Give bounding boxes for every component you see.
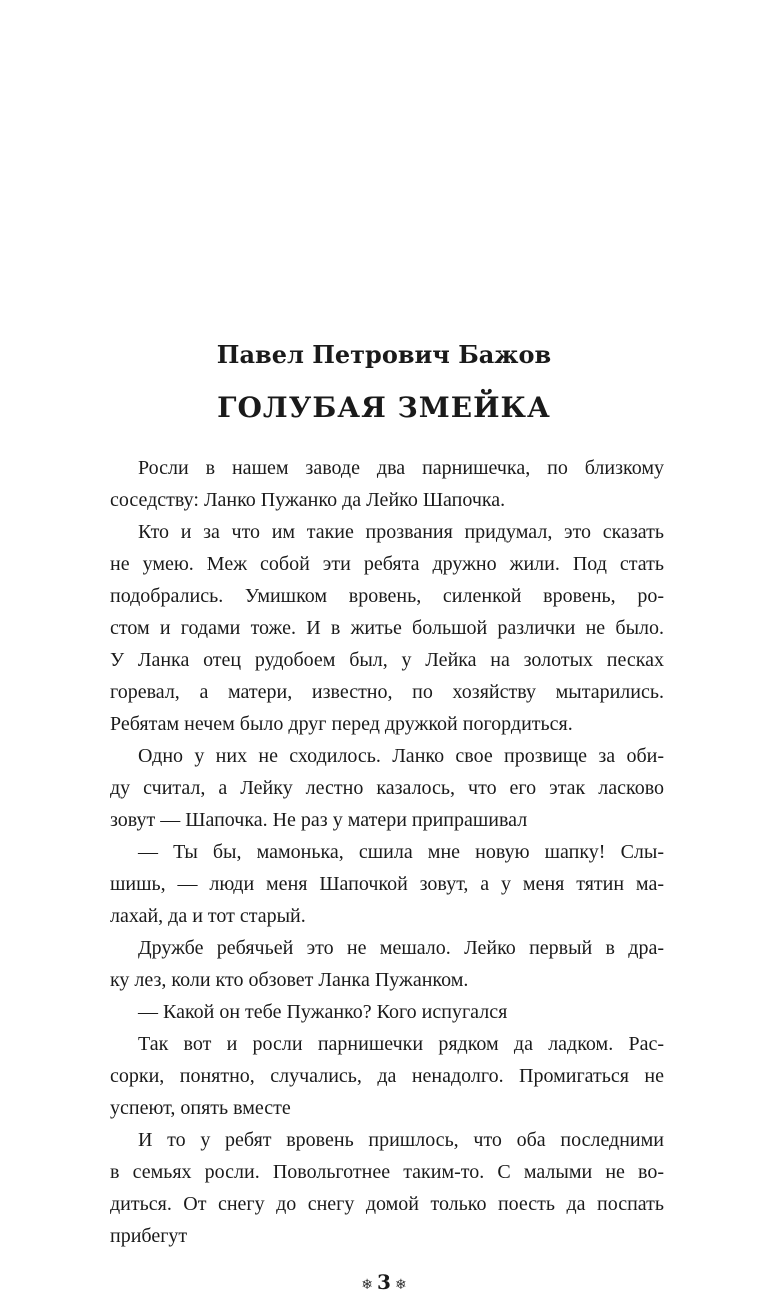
- text-line: Ребятам нечем было друг перед дружкой погордиться.: [110, 713, 573, 735]
- text-line: Одно у них не сходилось. Ланко свое прозвище за оби-: [138, 745, 664, 767]
- text-line: прибегут: [110, 1225, 188, 1247]
- paragraph: [110, 836, 664, 932]
- text-line: — Какой он тебе Пужанко? Кого испугался: [138, 1001, 508, 1023]
- text-line: ду считал, а Лейку лестно казалось, что его этак ласково: [110, 777, 664, 799]
- paragraph: [110, 516, 664, 740]
- text-line: шишь, — люди меня Шапочкой зовут, а у меня тятин ма-: [110, 873, 664, 895]
- paragraph: [110, 932, 664, 996]
- paragraph: [110, 740, 664, 836]
- story-title: ГОЛУБАЯ ЗМЕЙКА: [217, 391, 551, 424]
- text-line: Дружбе ребячьей это не мешало. Лейко первый в дра-: [138, 937, 664, 959]
- text-line: Кто и за что им такие прозвания придумал, это сказать: [138, 521, 664, 543]
- author-name: Павел Петрович Бажов: [216, 340, 552, 369]
- text-line: горевал, а матери, известно, по хозяйству мытарились.: [110, 681, 664, 703]
- text-line: подобрались. Умишком вровень, силенкой вровень, ро-: [110, 585, 664, 607]
- paragraph: [110, 996, 664, 1028]
- page-footer: [0, 1268, 768, 1299]
- text-line: диться. От снегу до снегу домой только поесть да поспать: [110, 1193, 664, 1215]
- snowflake-ornament-icon: ❄: [361, 1277, 374, 1293]
- text-line: Так вот и росли парнишечки рядком да ладком. Рас-: [138, 1033, 664, 1055]
- text-line: У Ланка отец рудобоем был, у Лейка на золотых песках: [110, 649, 664, 671]
- text-line: в семьях росли. Повольготнее таким-то. С малыми не во-: [110, 1161, 664, 1183]
- snowflake-ornament-icon: ❄: [394, 1277, 407, 1293]
- text-line: — Ты бы, мамонька, сшила мне новую шапку! Слы-: [138, 841, 664, 863]
- text-line: лахай, да и тот старый.: [110, 905, 306, 927]
- text-line: сорки, понятно, случались, да ненадолго. Промигаться не: [110, 1065, 664, 1087]
- text-line: Росли в нашем заводе два парнишечка, по близкому: [138, 457, 664, 479]
- story-body: [110, 452, 664, 1252]
- paragraph: [110, 1124, 664, 1252]
- text-line: не умею. Меж собой эти ребята дружно жили. Под стать: [110, 553, 664, 575]
- text-line: успеют, опять вместе: [110, 1097, 291, 1119]
- paragraph: [110, 452, 664, 516]
- page-number: 3: [377, 1270, 391, 1294]
- paragraph: [110, 1028, 664, 1124]
- text-line: зовут — Шапочка. Не раз у матери припрашивал: [110, 809, 528, 831]
- text-line: И то у ребят вровень пришлось, что оба последними: [138, 1129, 664, 1151]
- text-line: ку лез, коли кто обзовет Ланка Пужанком.: [110, 969, 469, 991]
- text-line: соседству: Ланко Пужанко да Лейко Шапочка.: [110, 489, 506, 511]
- text-line: стом и годами тоже. И в житье большой различки не было.: [110, 617, 664, 639]
